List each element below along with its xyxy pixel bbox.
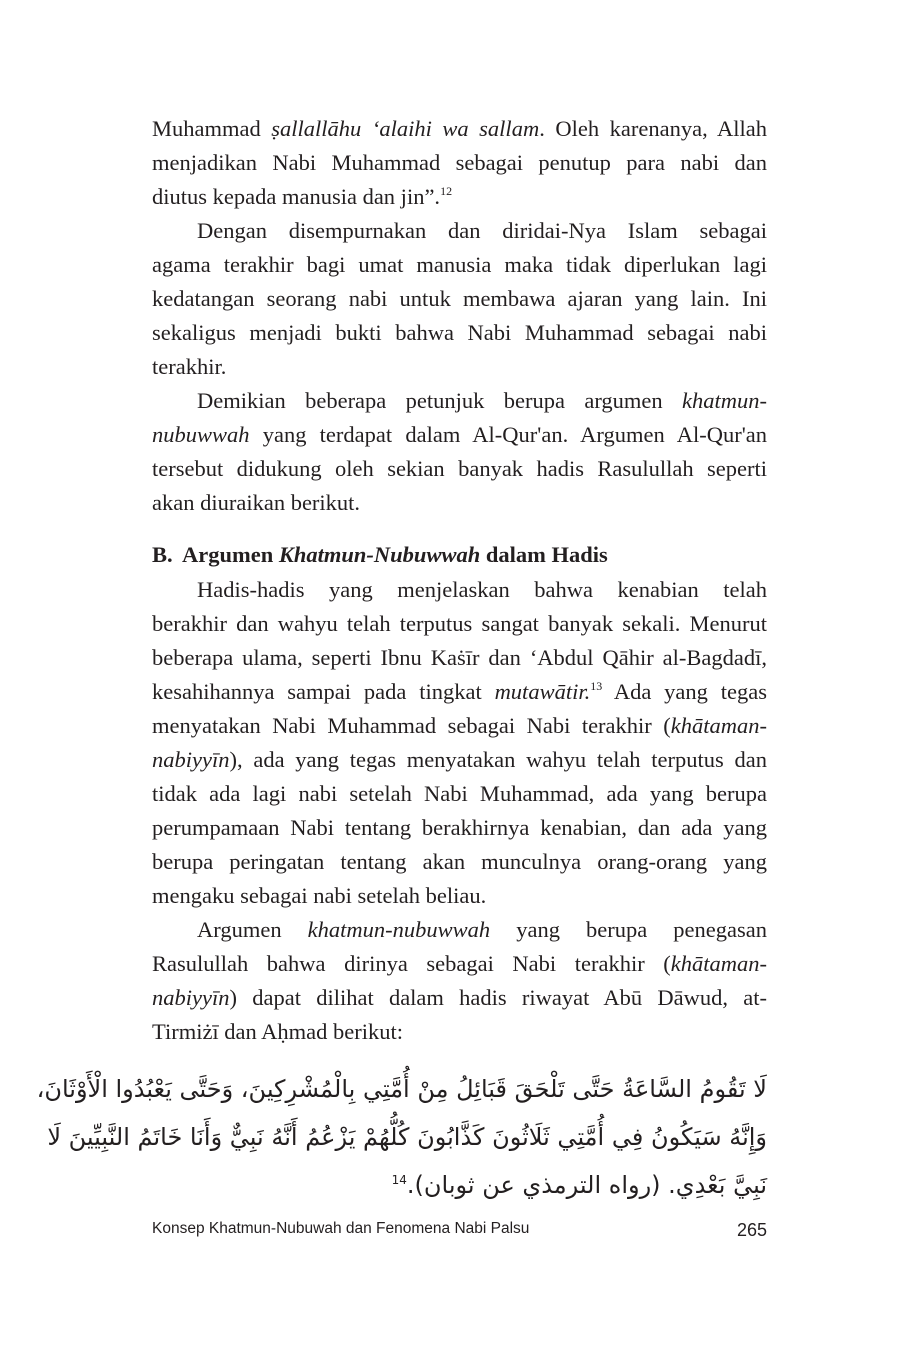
text-run: tidak ada lagi nabi setelah Nabi Muhammad, ada yang berupa (152, 781, 767, 806)
text-run: berupa peringatan tentang akan munculnya orang-orang yang (152, 849, 767, 874)
text-run: Argumen (197, 917, 308, 942)
text-run: dalam Hadis (480, 542, 608, 567)
text-run: menyatakan Nabi Muhammad sebagai Nabi terakhir ( (152, 713, 671, 738)
paragraph (152, 573, 767, 913)
text-run: berakhir dan wahyu telah terputus sangat banyak sekali. Menurut (152, 611, 767, 636)
page-footer (152, 1220, 767, 1241)
text-line (152, 1015, 767, 1049)
italic-term: khātaman- (670, 951, 767, 976)
hadith-line: وَإِنَّهُ سَيَكُونُ فِي أُمَّتِي ثَلَاثُونَ كَذَّابُونَ كُلُّهُمْ يَزْعُمُ أَنَّهُ نَبِيٌّ وَأَنَا خَاتَمُ النَّبِيِّينَ لَا (47, 1123, 767, 1151)
footnote-ref: 13 (590, 679, 603, 693)
text-run: Dengan disempurnakan dan diridai-Nya Islam sebagai (197, 218, 767, 243)
text-line (152, 879, 767, 913)
text-line (152, 384, 767, 418)
text-line (152, 641, 767, 675)
hadith-quote (36, 1065, 767, 1209)
text-run: akan diuraikan berikut. (152, 490, 361, 515)
italic-term: nubuwwah (152, 422, 250, 447)
running-footer-title: Konsep Khatmun-Nubuwah dan Fenomena Nabi Palsu (152, 1220, 530, 1237)
italic-term: nabiyyīn (152, 985, 230, 1010)
text-line (152, 777, 767, 811)
text-line (152, 981, 767, 1015)
hadith-line: لَا تَقُومُ السَّاعَةُ حَتَّى تَلْحَقَ قَبَائِلُ مِنْ أُمَّتِي بِالْمُشْرِكِينَ، وَحَتَّى يَعْبُدُوا الْأَوْثَانَ، (36, 1075, 767, 1103)
text-run: . Oleh karenanya, Allah (539, 116, 767, 141)
text-run: Muhammad (152, 116, 272, 141)
text-run: kedatangan seorang nabi untuk membawa ajaran yang lain. Ini (152, 286, 767, 311)
text-line (152, 845, 767, 879)
footnote-ref: 12 (440, 184, 453, 198)
text-run: Argumen (182, 542, 279, 567)
text-run: menjadikan Nabi Muhammad sebagai penutup para nabi dan (152, 150, 767, 175)
text-block-1 (152, 112, 767, 520)
text-run: diutus kepada manusia dan jin”. (152, 184, 441, 209)
text-run: Hadis-hadis yang menjelaskan bahwa kenabian telah (197, 577, 767, 602)
text-run: beberapa ulama, seperti Ibnu Kaṡīr dan ‘Abdul Qāhir al-Bagdadī, (152, 645, 767, 670)
italic-term: Khatmun-Nubuwwah (278, 542, 481, 567)
text-line (152, 743, 767, 777)
section-heading (152, 537, 767, 573)
text-line (152, 452, 767, 486)
text-line (152, 316, 767, 350)
text-run: yang terdapat dalam Al-Qur'an. Argumen Al-Qur'an (249, 422, 767, 447)
section-number: B. (152, 542, 173, 567)
hadith-text: نَبِيَّ بَعْدِي. (رواه الترمذي عن ثوبان). (406, 1171, 767, 1199)
paragraph (152, 214, 767, 384)
text-run: kesahihannya sampai pada tingkat (152, 679, 495, 704)
text-line (152, 573, 767, 607)
italic-term: ṣallallāhu ‘alaihi wa sallam (271, 116, 540, 141)
text-line (152, 675, 767, 709)
text-block-2 (152, 573, 767, 1049)
paragraph (152, 384, 767, 520)
text-run: perumpamaan Nabi tentang berakhirnya kenabian, dan ada yang (152, 815, 767, 840)
italic-term: khātaman- (670, 713, 767, 738)
italic-term: nabiyyīn (152, 747, 230, 772)
text-run: Demikian beberapa petunjuk berupa argumen (197, 388, 683, 413)
text-run: mengaku sebagai nabi setelah beliau. (152, 883, 487, 908)
text-run: Tirmiżī dan Aḥmad berikut: (152, 1019, 404, 1044)
text-run: yang berupa penegasan (490, 917, 767, 942)
text-run: Ada yang tegas (602, 679, 767, 704)
text-line (152, 709, 767, 743)
text-run: Rasulullah bahwa dirinya sebagai Nabi terakhir ( (152, 951, 671, 976)
text-run: agama terakhir bagi umat manusia maka tidak diperlukan lagi (152, 252, 767, 277)
text-line (152, 146, 767, 180)
text-line (152, 214, 767, 248)
italic-term: khatmun-nubuwwah (307, 917, 491, 942)
text-line (152, 112, 767, 146)
text-run: ), ada yang tegas menyatakan wahyu telah terputus dan (229, 747, 767, 772)
section-title (182, 542, 608, 567)
paragraph (152, 913, 767, 1049)
text-line (152, 418, 767, 452)
italic-term: mutawātir. (494, 679, 591, 704)
footnote-ref: 14 (391, 1173, 407, 1187)
hadith-line (152, 1161, 767, 1209)
text-run: ) dapat dilihat dalam hadis riwayat Abū Dāwud, at- (229, 985, 767, 1010)
text-line (152, 248, 767, 282)
text-run: terakhir. (152, 354, 227, 379)
text-run: tersebut didukung oleh sekian banyak hadis Rasulullah seperti (152, 456, 767, 481)
text-line (152, 811, 767, 845)
text-line (152, 486, 767, 520)
italic-term: khatmun- (682, 388, 767, 413)
text-line (152, 282, 767, 316)
text-line (152, 913, 767, 947)
page-number: 265 (736, 1220, 767, 1240)
page-body (36, 112, 767, 1209)
paragraph (152, 112, 767, 214)
text-line (152, 947, 767, 981)
text-line (152, 350, 767, 384)
text-line (152, 180, 767, 214)
text-line (152, 607, 767, 641)
text-run: sekaligus menjadi bukti bahwa Nabi Muhammad sebagai nabi (152, 320, 767, 345)
